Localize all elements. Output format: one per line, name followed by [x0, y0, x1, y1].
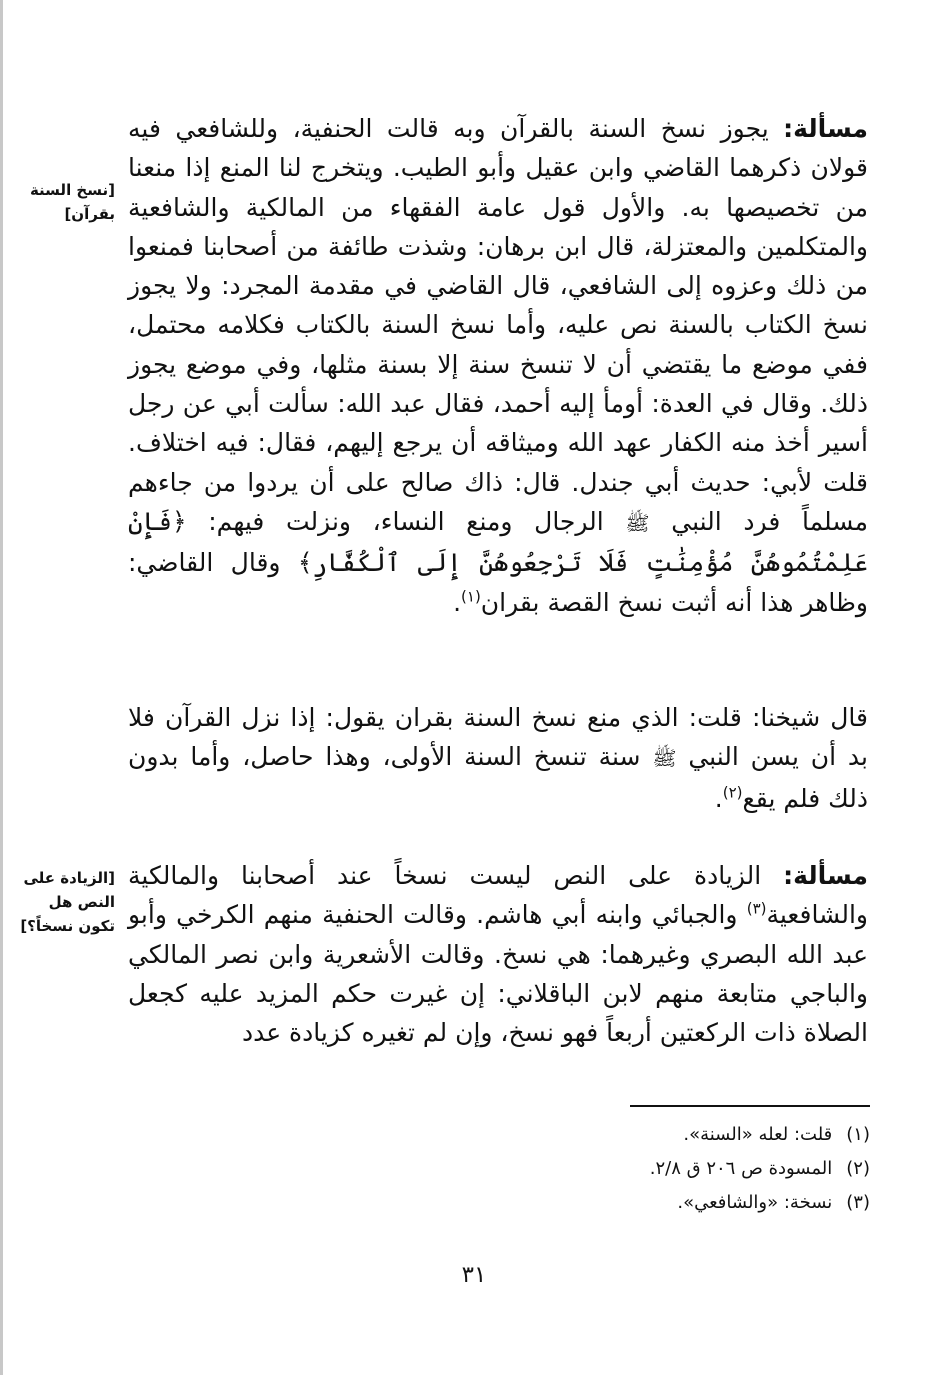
paragraph-1-text-d: . [453, 587, 462, 617]
paragraph-1 [128, 109, 868, 622]
footnote-ref-1[interactable]: (١) [461, 587, 481, 606]
footnote-item [400, 1186, 870, 1220]
footnote-item [400, 1152, 870, 1186]
paragraph-2-text-b: سنة تنسخ السنة الأولى، وهذا حاصل، وأما بدون ذلك فلم يقع [128, 742, 868, 813]
footnote-number: (٣) [846, 1192, 870, 1213]
paragraph-3-lead: مسألة: [783, 861, 868, 890]
paragraph-3-text-a: الزيادة على النص ليست نسخاً عند أصحابنا والمالكية والشافعية [128, 861, 868, 930]
paragraph-2-text-c: . [714, 783, 723, 813]
footnote-ref-2[interactable]: (٢) [722, 783, 743, 802]
footnote-text: قلت: لعله «السنة». [683, 1124, 833, 1145]
paragraph-1-text-b: الرجال ومنع النساء، ونزلت فيهم: [186, 506, 626, 536]
paragraph-1-lead: مسألة: [783, 114, 868, 143]
footnote-number: (١) [846, 1124, 870, 1145]
margin-note-1: [نسخ السنة بقرآن] [29, 181, 115, 223]
margin-note-2: [الزيادة على النص هل تكون نسخاً؟] [20, 869, 115, 935]
page-number: ٣١ [461, 1262, 487, 1288]
footnote-item [400, 1118, 870, 1152]
footnote-separator [630, 1105, 870, 1107]
paragraph-2 [128, 698, 868, 818]
scan-edge [0, 0, 3, 1375]
footnotes-list [400, 1118, 870, 1220]
footnote-text: المسودة ص ٢٠٦ ق ٢/٨. [649, 1158, 833, 1179]
paragraph-3-text-b: والجبائي وابنه أبي هاشم. وقالت الحنفية منهم الكرخي وأبو عبد الله البصري وغيرهما: هي نسخ. وقالت الأشعرية وابن نصر المالكي والباجي متابعة منهم لابن الباقلاني: إن غيرت حكم المزيد عليه كجعل الصلاة ذات الركعتين أربعاً فهو نسخ، وإن لم تغيره كزيادة عدد [128, 900, 868, 1048]
footnote-number: (٢) [846, 1158, 870, 1179]
paragraph-2-text-a: قال شيخنا: قلت: الذي منع نسخ السنة بقران يقول: إذا نزل القرآن فلا بد أن يسن النبي [128, 703, 868, 772]
quran-verse: ﴿فَإِنْ عَلِمْتُمُوهُنَّ مُؤْمِنَٰتٍ فَلَا تَرْجِعُوهُنَّ إِلَى ٱلْكُفَّارِ﴾ [128, 506, 868, 578]
paragraph-3 [128, 856, 868, 1052]
paragraph-1-text-c: وقال القاضي: وظاهر هذا أنه أثبت نسخ القصة بقران [128, 548, 868, 617]
footnote-ref-3[interactable]: (٣) [746, 899, 767, 918]
salawat-symbol: ﷺ [652, 746, 677, 771]
salawat-symbol: ﷺ [625, 510, 650, 535]
footnote-text: نسخة: «والشافعي». [677, 1192, 833, 1213]
paragraph-1-text-a: يجوز نسخ السنة بالقرآن وبه قالت الحنفية، وللشافعي فيه قولان ذكرهما القاضي وابن عقيل وأبو الطيب. ويتخرج لنا المنع إذا منعنا من تخصيصها به. والأول قول عامة الفقهاء من المالكية والشافعية والمتكلمين والمعتزلة، قال ابن برهان: وشذت طائفة من أصحابنا فمنعوا من ذلك وعزوه إلى الشافعي، قال القاضي في مقدمة المجرد: ولا يجوز نسخ الكتاب بالسنة نص عليه، وأما نسخ السنة بالكتاب فكلامه محتمل، ففي موضع ما يقتضي أن لا تنسخ سنة إلا بسنة مثلها، وفي موضع يجوز ذلك. وقال في العدة: أومأ إليه أحمد، فقال عبد الله: سألت أبي عن رجل أسير أخذ منه الكفار عهد الله وميثاقه أن يرجع إليهم، فقال: فيه اختلاف. قلت لأبي: حديث أبي جندل. قال: ذاك صالح على أن يردوا من جاءهم مسلماً فرد النبي [128, 114, 868, 536]
